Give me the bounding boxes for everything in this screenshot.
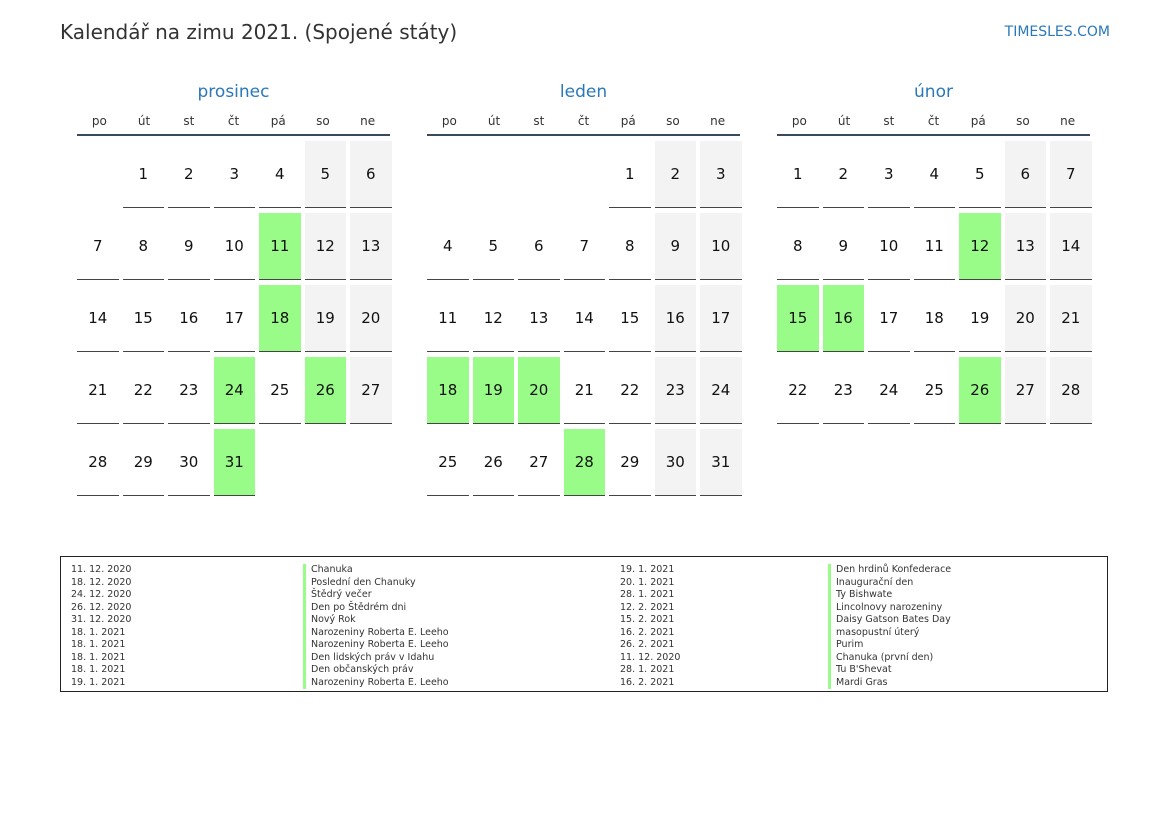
day-cell[interactable]: 19 [959,285,1001,352]
day-cell[interactable]: 4 [427,213,469,280]
day-cell[interactable]: 6 [350,141,392,208]
holiday-name: Narozeniny Roberta E. Leeho [303,639,449,652]
day-cell[interactable]: 24 [868,357,910,424]
day-cell[interactable]: 29 [123,429,165,496]
day-cell[interactable]: 27 [1005,357,1047,424]
day-cell[interactable]: 27 [518,429,560,496]
holiday-day-cell[interactable]: 15 [777,285,819,352]
weekday-label: čt [577,114,590,128]
holiday-day-cell[interactable]: 26 [959,357,1001,424]
holiday-date: 18. 1. 2021 [71,639,126,650]
weekday-label: ne [710,114,726,128]
day-cell[interactable]: 2 [655,141,697,208]
day-cell[interactable]: 5 [305,141,347,208]
day-cell[interactable]: 12 [305,213,347,280]
holiday-name: Chanuka [303,564,449,577]
holiday-day-cell[interactable]: 12 [959,213,1001,280]
weekday-header [77,108,390,136]
day-cell[interactable]: 6 [1005,141,1047,208]
day-grid [427,136,741,496]
day-cell[interactable]: 8 [777,213,819,280]
day-cell[interactable]: 14 [564,285,606,352]
day-cell[interactable]: 9 [655,213,697,280]
holiday-date: 20. 1. 2021 [620,576,675,588]
day-cell[interactable]: 16 [168,285,210,352]
month-name: prosinec [197,82,270,102]
weekday-label: st [883,114,895,128]
weekday-label: čt [227,114,240,128]
day-cell[interactable]: 4 [914,141,956,208]
holiday-name: Den po Štědrém dni [303,602,449,615]
holiday-date: 19. 1. 2021 [620,564,675,575]
holiday-date: 18. 1. 2021 [71,664,126,675]
day-cell[interactable]: 16 [655,285,697,352]
day-cell[interactable]: 3 [868,141,910,208]
day-cell[interactable]: 1 [609,141,651,208]
empty-cell [473,141,515,207]
day-cell[interactable]: 18 [914,285,956,352]
weekday-label: po [791,114,807,128]
weekday-label: po [91,114,107,128]
empty-cell [77,141,119,207]
holiday-day-cell[interactable]: 24 [214,357,256,424]
holiday-date: 28. 1. 2021 [620,589,675,600]
month-december [76,82,391,496]
weekday-label: st [183,114,195,128]
day-cell[interactable]: 8 [123,213,165,280]
holiday-name: Den hrdinů Konfederace [828,564,951,577]
day-cell[interactable]: 28 [1050,357,1092,424]
day-cell[interactable]: 10 [214,213,256,280]
holiday-dates-column [620,564,680,689]
holiday-date: 11. 12. 2020 [620,651,681,663]
holiday-date: 26. 2. 2021 [620,639,675,650]
day-cell[interactable]: 14 [77,285,119,352]
page-title: Kalendář na zimu 2021. (Spojené státy) [60,20,458,44]
day-cell[interactable]: 8 [609,213,651,280]
holiday-date: 18. 1. 2021 [71,626,126,638]
holiday-name: Den lidských práv v Idahu [303,652,449,665]
holiday-name: Mardi Gras [828,677,951,690]
day-cell[interactable]: 17 [214,285,256,352]
weekday-label: čt [927,114,940,128]
weekday-label: pá [270,114,286,128]
empty-cell [564,141,606,207]
day-cell[interactable]: 20 [350,285,392,352]
day-cell[interactable]: 21 [77,357,119,424]
day-cell[interactable]: 21 [1050,285,1092,352]
day-cell[interactable]: 24 [700,357,742,424]
holiday-name: Tu B'Shevat [828,664,951,677]
day-cell[interactable]: 13 [1005,213,1047,280]
holiday-date: 31. 12. 2020 [71,614,132,625]
day-cell[interactable]: 15 [609,285,651,352]
holiday-date: 16. 2. 2021 [620,626,675,638]
day-cell[interactable]: 26 [473,429,515,496]
day-cell[interactable]: 22 [777,357,819,424]
holiday-day-cell[interactable]: 18 [427,357,469,424]
holiday-name: Narozeniny Roberta E. Leeho [303,677,449,690]
holiday-date: 18. 1. 2021 [71,651,126,663]
day-cell[interactable]: 11 [914,213,956,280]
holiday-name: Poslední den Chanuky [303,577,449,590]
weekday-header [427,108,740,136]
holiday-date: 24. 12. 2020 [71,589,132,600]
day-cell[interactable]: 10 [868,213,910,280]
holiday-names-column [828,564,951,689]
day-cell[interactable]: 2 [823,141,865,208]
holiday-name: Den občanských práv [303,664,449,677]
weekday-label: út [837,114,851,128]
holiday-name: Purim [828,639,951,652]
weekday-label: ne [1060,114,1076,128]
day-cell[interactable]: 23 [655,357,697,424]
weekday-label: st [533,114,545,128]
month-name: únor [914,82,953,102]
day-cell[interactable]: 30 [168,429,210,496]
holiday-name: Nový Rok [303,614,449,627]
holiday-day-cell[interactable]: 19 [473,357,515,424]
holiday-name: Ty Bishwate [828,589,951,602]
holiday-date: 11. 12. 2020 [71,564,132,575]
day-cell[interactable]: 23 [168,357,210,424]
day-cell[interactable]: 15 [123,285,165,352]
day-cell[interactable]: 25 [427,429,469,496]
holiday-date: 28. 1. 2021 [620,664,675,675]
weekday-label: pá [620,114,636,128]
holiday-date: 12. 2. 2021 [620,601,675,613]
weekday-label: po [441,114,457,128]
day-cell[interactable]: 1 [123,141,165,208]
day-cell[interactable]: 9 [168,213,210,280]
holiday-list [60,556,1108,692]
holiday-name: Štědrý večer [303,589,449,602]
day-cell[interactable]: 13 [518,285,560,352]
holiday-name: Daisy Gatson Bates Day [828,614,951,627]
weekday-header [777,108,1090,136]
day-cell[interactable]: 28 [77,429,119,496]
day-cell[interactable]: 20 [1005,285,1047,352]
holiday-day-cell[interactable]: 16 [823,285,865,352]
holiday-name: Lincolnovy narozeniny [828,602,951,615]
day-cell[interactable]: 5 [959,141,1001,208]
month-name: leden [559,82,608,102]
weekday-label: so [316,114,330,128]
day-cell[interactable]: 21 [564,357,606,424]
weekday-label: út [487,114,501,128]
holiday-date: 15. 2. 2021 [620,614,675,625]
holiday-date: 16. 2. 2021 [620,676,675,688]
day-cell[interactable]: 23 [823,357,865,424]
brand-logo[interactable]: TIMESLES.COM [1004,24,1110,40]
holiday-names-column [303,564,449,689]
day-cell[interactable]: 7 [564,213,606,280]
holiday-name: masopustní úterý [828,627,951,640]
holiday-name: Narozeniny Roberta E. Leeho [303,627,449,640]
day-grid [77,136,391,496]
day-cell[interactable]: 7 [77,213,119,280]
day-cell[interactable]: 1 [777,141,819,208]
holiday-name: Chanuka (první den) [828,652,951,665]
holiday-date: 18. 12. 2020 [71,576,132,588]
day-cell[interactable]: 5 [473,213,515,280]
day-cell[interactable]: 17 [700,285,742,352]
day-cell[interactable]: 4 [259,141,301,208]
day-cell[interactable]: 14 [1050,213,1092,280]
holiday-date: 19. 1. 2021 [71,676,126,688]
day-cell[interactable]: 3 [214,141,256,208]
day-cell[interactable]: 9 [823,213,865,280]
weekday-label: so [666,114,680,128]
weekday-label: ne [360,114,376,128]
day-cell[interactable]: 31 [700,429,742,496]
day-cell[interactable]: 2 [168,141,210,208]
day-cell[interactable]: 17 [868,285,910,352]
weekday-label: pá [970,114,986,128]
day-cell[interactable]: 29 [609,429,651,496]
day-cell[interactable]: 3 [700,141,742,208]
day-grid [777,136,1091,424]
day-cell[interactable]: 6 [518,213,560,280]
empty-cell [518,141,560,207]
holiday-day-cell[interactable]: 20 [518,357,560,424]
day-cell[interactable]: 7 [1050,141,1092,208]
empty-cell [427,141,469,207]
holiday-name: Inaugurační den [828,577,951,590]
holiday-date: 26. 12. 2020 [71,601,132,613]
day-cell[interactable]: 22 [123,357,165,424]
holiday-day-cell[interactable]: 26 [305,357,347,424]
holiday-day-cell[interactable]: 18 [259,285,301,352]
day-cell[interactable]: 25 [259,357,301,424]
month-january [426,82,741,496]
day-cell[interactable]: 30 [655,429,697,496]
month-february [776,82,1091,424]
weekday-label: so [1016,114,1030,128]
weekday-label: út [137,114,151,128]
holiday-day-cell[interactable]: 31 [214,429,256,496]
day-cell[interactable]: 13 [350,213,392,280]
holiday-day-cell[interactable]: 28 [564,429,606,496]
holiday-day-cell[interactable]: 11 [259,213,301,280]
day-cell[interactable]: 22 [609,357,651,424]
day-cell[interactable]: 11 [427,285,469,352]
holiday-dates-column [71,564,131,689]
day-cell[interactable]: 10 [700,213,742,280]
day-cell[interactable]: 25 [914,357,956,424]
day-cell[interactable]: 27 [350,357,392,424]
day-cell[interactable]: 12 [473,285,515,352]
day-cell[interactable]: 19 [305,285,347,352]
